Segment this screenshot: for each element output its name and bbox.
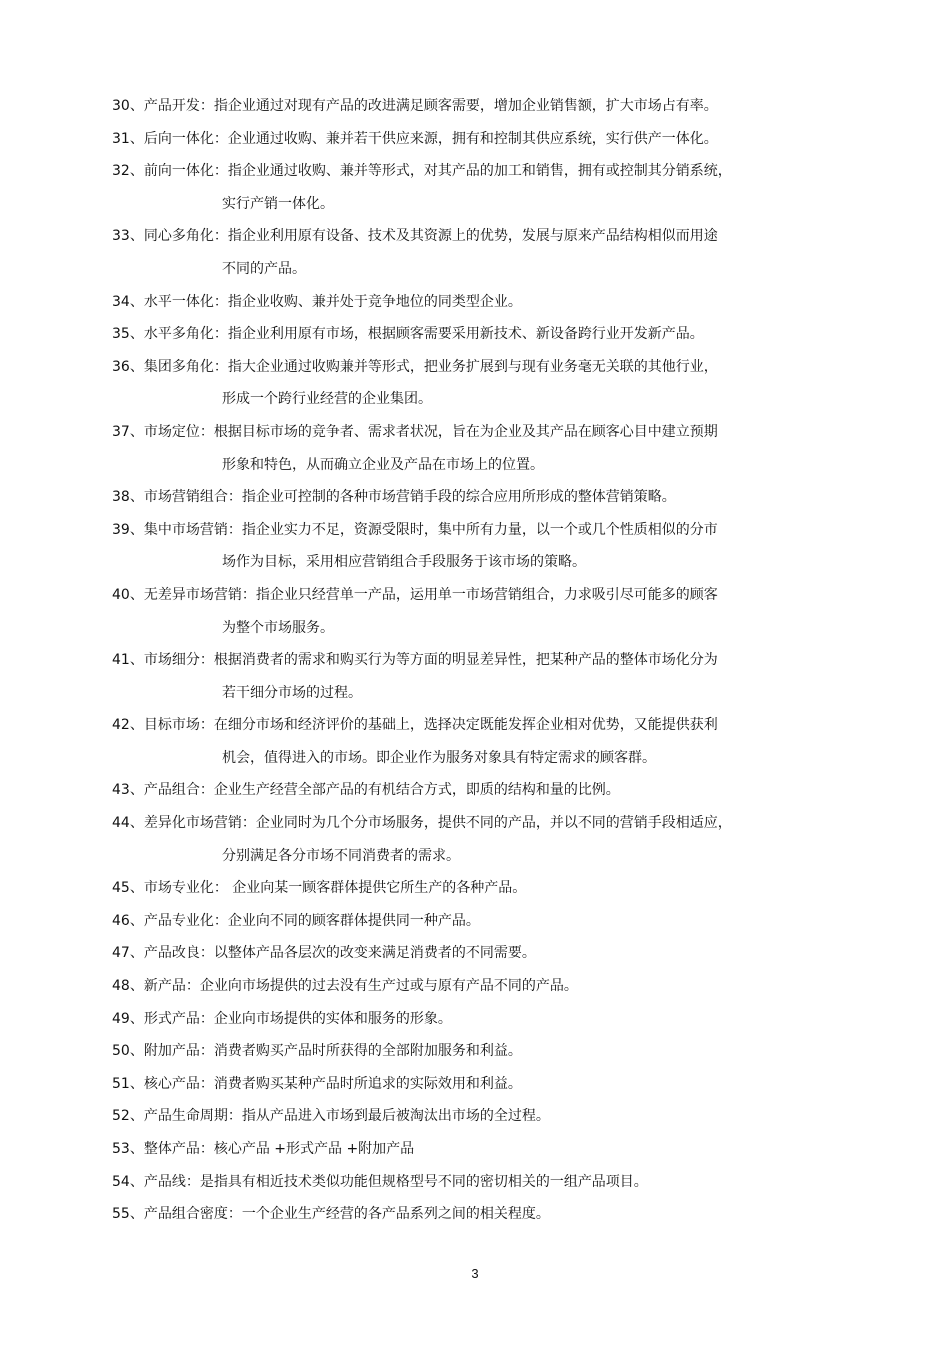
page-number: 3	[471, 1266, 479, 1281]
term-definition-continuation: 场作为目标，采用相应营销组合手段服务于该市场的策略。	[222, 554, 586, 571]
term-entry	[0, 318, 950, 351]
term-definition-line: 31、后向一体化：企业通过收购、兼并若干供应来源，拥有和控制其供应系统，实行供产一体化。	[112, 130, 718, 147]
term-definition-line: 35、水平多角化：指企业利用原有市场，根据顾客需要采用新技术、新设备跨行业开发新产品。	[112, 326, 704, 343]
term-entry	[0, 579, 950, 644]
term-entry	[0, 970, 950, 1003]
term-entry	[0, 90, 950, 123]
term-entry	[0, 1035, 950, 1068]
term-definition-line: 47、产品改良：以整体产品各层次的改变来满足消费者的不同需要。	[112, 945, 536, 962]
term-definition-line: 32、前向一体化：指企业通过收购、兼并等形式，对其产品的加工和销售，拥有或控制其分销系统，	[112, 163, 732, 180]
term-definition-line: 34、水平一体化：指企业收购、兼并处于竞争地位的同类型企业。	[112, 293, 522, 310]
term-definition-continuation: 若干细分市场的过程。	[222, 684, 362, 701]
term-definition-line: 33、同心多角化：指企业利用原有设备、技术及其资源上的优势，发展与原来产品结构相似而用途	[112, 228, 718, 245]
term-entry	[0, 351, 950, 416]
term-definition-line: 48、新产品：企业向市场提供的过去没有生产过或与原有产品不同的产品。	[112, 978, 578, 995]
term-definition-line: 50、附加产品：消费者购买产品时所获得的全部附加服务和利益。	[112, 1043, 522, 1060]
term-definition-continuation: 为整个市场服务。	[222, 619, 334, 636]
term-definition-line: 45、市场专业化： 企业向某一顾客群体提供它所生产的各种产品。	[112, 880, 527, 897]
term-definition-continuation: 形象和特色，从而确立企业及产品在市场上的位置。	[222, 456, 544, 473]
term-definition-continuation: 机会，值得进入的市场。即企业作为服务对象具有特定需求的顾客群。	[222, 749, 656, 766]
term-definition-line: 52、产品生命周期：指从产品进入市场到最后被淘汰出市场的全过程。	[112, 1108, 550, 1125]
term-definition-line: 30、产品开发：指企业通过对现有产品的改进满足顾客需要，增加企业销售额，扩大市场占有率。	[112, 98, 718, 114]
term-definition-line: 53、整体产品：核心产品 +形式产品 +附加产品	[112, 1141, 415, 1157]
term-entry	[0, 1166, 950, 1199]
term-entry	[0, 905, 950, 938]
term-definition-line: 43、产品组合：企业生产经营全部产品的有机结合方式，即质的结构和量的比例。	[112, 782, 620, 799]
term-definition-line: 46、产品专业化：企业向不同的顾客群体提供同一种产品。	[112, 912, 480, 929]
term-entry	[0, 416, 950, 481]
term-entry	[0, 1100, 950, 1133]
term-definition-line: 36、集团多角化：指大企业通过收购兼并等形式，把业务扩展到与现有业务毫无关联的其他行业，	[112, 358, 718, 375]
term-entry	[0, 286, 950, 319]
term-entry	[0, 774, 950, 807]
term-entry	[0, 709, 950, 774]
term-definition-continuation: 实行产销一体化。	[222, 195, 334, 212]
term-entry	[0, 1068, 950, 1101]
term-entry	[0, 1133, 950, 1166]
term-definition-line: 42、目标市场：在细分市场和经济评价的基础上，选择决定既能发挥企业相对优势，又能提供获利	[112, 717, 718, 734]
term-definition-line: 49、形式产品：企业向市场提供的实体和服务的形象。	[112, 1010, 452, 1027]
term-definition-line: 37、市场定位：根据目标市场的竞争者、需求者状况，旨在为企业及其产品在顾客心目中建立预期	[112, 423, 718, 440]
term-definition-line: 41、市场细分：根据消费者的需求和购买行为等方面的明显差异性，把某种产品的整体市场化分为	[112, 652, 718, 669]
term-entry	[0, 514, 950, 579]
term-definition-line: 51、核心产品：消费者购买某种产品时所追求的实际效用和利益。	[112, 1075, 522, 1092]
term-definition-line: 55、产品组合密度：一个企业生产经营的各产品系列之间的相关程度。	[112, 1206, 550, 1223]
term-entry	[0, 1003, 950, 1036]
term-entry	[0, 155, 950, 220]
term-entry	[0, 937, 950, 970]
term-definition-line: 54、产品线：是指具有相近技术类似功能但规格型号不同的密切相关的一组产品项目。	[112, 1173, 648, 1190]
term-definition-line: 44、差异化市场营销：企业同时为几个分市场服务，提供不同的产品，并以不同的营销手段相适应，	[112, 815, 732, 832]
term-entry	[0, 1198, 950, 1231]
term-definition-line: 38、市场营销组合：指企业可控制的各种市场营销手段的综合应用所形成的整体营销策略。	[112, 489, 676, 506]
term-definition-continuation: 分别满足各分市场不同消费者的需求。	[222, 847, 460, 864]
term-entry	[0, 481, 950, 514]
term-entry	[0, 644, 950, 709]
term-definition-line: 40、无差异市场营销：指企业只经营单一产品，运用单一市场营销组合，力求吸引尽可能多的顾客	[112, 586, 718, 603]
term-definition-line: 39、集中市场营销：指企业实力不足，资源受限时，集中所有力量，以一个或几个性质相似的分市	[112, 521, 718, 538]
term-entry	[0, 123, 950, 156]
term-entry	[0, 807, 950, 872]
term-entry	[0, 872, 950, 905]
term-definition-continuation: 形成一个跨行业经营的企业集团。	[222, 391, 432, 408]
document-body	[0, 90, 950, 1231]
term-definition-continuation: 不同的产品。	[222, 260, 306, 277]
term-entry	[0, 220, 950, 285]
